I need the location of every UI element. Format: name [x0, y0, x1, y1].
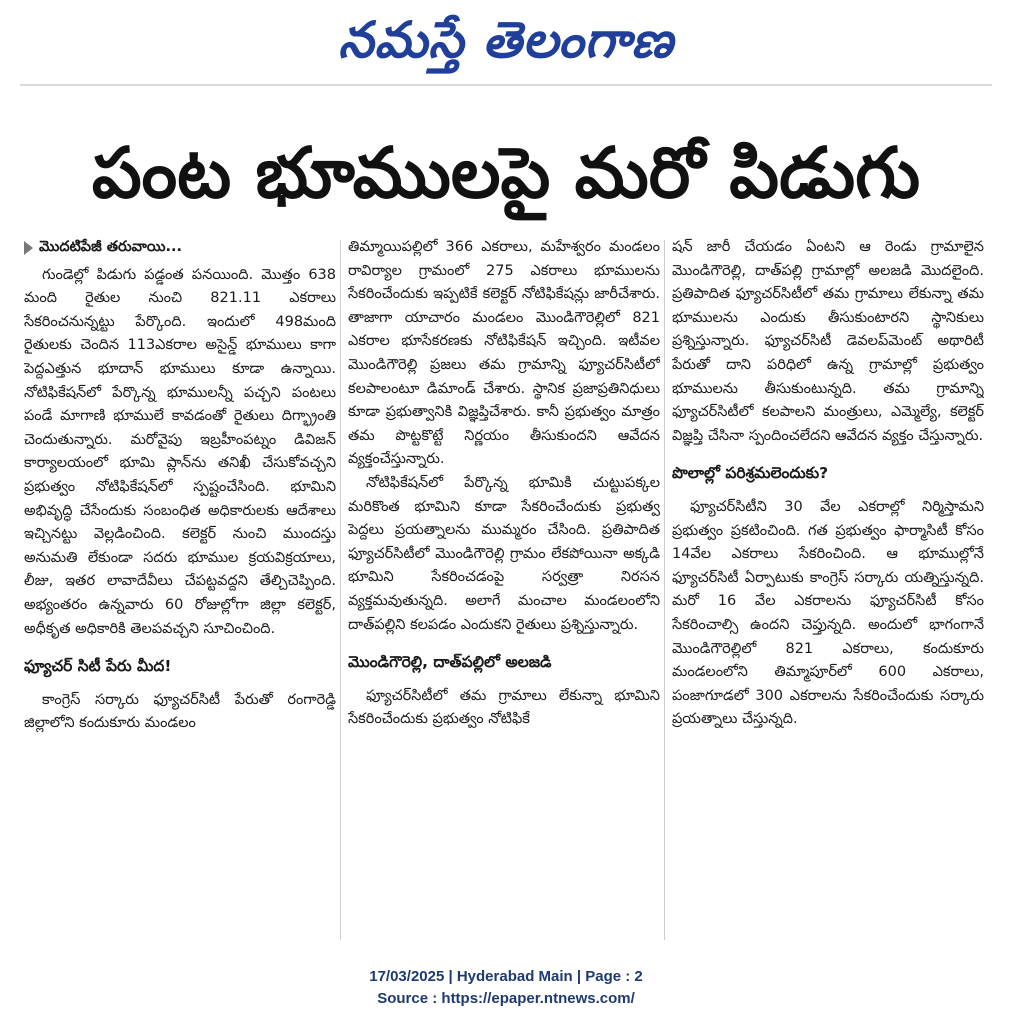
- newspaper-masthead: నమస్తే తెలంగాణ: [338, 11, 674, 69]
- article-column-2: [348, 236, 660, 946]
- paragraph: ఫ్యూచర్‌సిటీని 30 వేల ఎకరాల్లో నిర్మిస్తామని ప్రభుత్వం ప్రకటించింది. గత ప్రభుత్వం ఫార్మాసిటీ కోసం 14వేల ఎకరాలు సేకరించింది. ఆ భూముల్లోనే ఫ్యూచర్‌సిటీ ఏర్పాటుకు కాంగ్రెస్ సర్కారు యత్నిస్తున్నది. మరో 16 వేల ఎకరాలను ఫ్యూచర్‌సిటీ కోసం సేకరించాల్సి ఉందని చెప్తున్నది. అందులో భాగంగానే మొండిగౌరెల్లిలో 821 ఎకరాలు, కందుకూరు మండలంలోని తిమ్మాపూర్‌లో 600 ఎకరాలు, పంజాగూడలో 300 ఎకరాలను సేకరించేందుకు సర్కారు ప్రయత్నాలు చేస్తున్నది.: [672, 498, 984, 728]
- page-footer: [0, 966, 1012, 1010]
- subheading: మొండిగౌరెల్లి, దాత్‌పల్లిలో అలజడి: [348, 653, 552, 672]
- edition-info: 17/03/2025 | Hyderabad Main | Page : 2: [369, 968, 643, 985]
- play-arrow-icon: [24, 241, 33, 255]
- article-column-3: [672, 236, 984, 946]
- article-column-1: [24, 236, 336, 946]
- paragraph: గుండెల్లో పిడుగు పడ్డంత పనయింది. మొత్తం 638 మంది రైతుల నుంచి 821.11 ఎకరాలు సేకరించనున్నట్టు పేర్కొంది. ఇందులో 498మంది రైతులకు చెందిన 113ఎకరాల అసైన్డ్ భూములు కాగా పెద్దఎత్తున భూదాన్ భూములు కూడా ఉన్నాయి. నోటిఫికేషన్‌లో పేర్కొన్న భూములన్నీ పచ్చని పంటలు పండే మాగాణి భూములే కావడంతో రైతులు దిగ్భ్రాంతి చెందుతున్నారు. మరోవైపు ఇబ్రహీంపట్నం డివిజన్ కార్యాలయంలో భూమి ప్లాన్‌ను తనిఖీ చేసుకోవచ్చని ప్రభుత్వం నోటిఫికేషన్‌లో స్పష్టంచేసింది. భూమిని అభివృద్ధి చేసేందుకు సంబంధిత అధికారులకు ఆదేశాలు ఇచ్చినట్టు వెల్లడించింది. కలెక్టర్ నుంచి ముందస్తు అనుమతి లేకుండా సదరు భూముల క్రయవిక్రయాలు, లీజు, ఇతర లావాదేవీలు చేపట్టవద్దని తేల్చిచెప్పింది. అభ్యంతరం ఉన్నవారు 60 రోజుల్లోగా జిల్లా కలెక్టర్, అధీకృత అధికారికి తెలపవచ్చని సూచించింది.: [24, 266, 336, 637]
- paragraph: షన్ జారీ చేయడం ఏంటని ఆ రెండు గ్రామాలైన మొండిగౌరెల్లి, దాత్‌పల్లి గ్రామాల్లో అలజడి మొదలైంది. ప్రతిపాదిత ఫ్యూచర్‌సిటీలో తమ గ్రామాలు లేకున్నా తమ భూములను ఎందుకు తీసుకుంటారని స్థానికులు ప్రశ్నిస్తున్నారు. ఫ్యూచర్‌సిటీ డెవలప్‌మెంట్ అథారిటీ పేరుతో దాని పరిధిలో ఉన్న గ్రామాల్లో ప్రభుత్వం భూములను తీసుకుంటున్నది. తమ గ్రామాన్ని ఫ్యూచర్‌సిటీలో కలపాలని మంత్రులు, ఎమ్మెల్యే, కలెక్టర్ విజ్ఞప్తి చేసినా స్పందించలేదని ఆవేదన వ్యక్తం చేస్తున్నారు.: [672, 239, 984, 444]
- continuation-text: మొదటిపేజీ తరువాయి...: [39, 239, 183, 255]
- paragraph: కాంగ్రెస్ సర్కారు ఫ్యూచర్‌సిటీ పేరుతో రంగారెడ్డి జిల్లాలోని కందుకూరు మండలం: [24, 691, 336, 732]
- paragraph: ఫ్యూచర్‌సిటీలో తమ గ్రామాలు లేకున్నా భూమిని సేకరించేందుకు ప్రభుత్వం నోటిఫికే: [348, 687, 660, 728]
- source-link[interactable]: Source : https://epaper.ntnews.com/: [377, 990, 635, 1007]
- column-divider: [664, 240, 665, 940]
- paragraph: నోటిఫికేషన్‌లో పేర్కొన్న భూమికి చుట్టుపక్కల మరికొంత భూమిని కూడా సేకరించేందుకు ప్రభుత్వ పెద్దలు ప్రయత్నాలను ముమ్మరం చేసింది. ప్రతిపాదిత ఫ్యూచర్‌సిటీలో మొండిగౌరెల్లి గ్రామం లేకపోయినా అక్కడి భూమిని సేకరించడంపై సర్వత్రా నిరసన వ్యక్తమవుతున్నది. అలాగే మంచాల మండలంలోని దాత్‌పల్లిని కలపడం ఎందుకని రైతులు ప్రశ్నిస్తున్నారు.: [348, 474, 660, 633]
- masthead-divider: [20, 84, 992, 86]
- column-divider: [340, 240, 341, 940]
- continuation-label: [24, 236, 336, 260]
- paragraph: తిమ్మాయిపల్లిలో 366 ఎకరాలు, మహేశ్వరం మండలం రావిర్యాల గ్రామంలో 275 ఎకరాలు భూములను సేకరించేందుకు ఇప్పటికే కలెక్టర్ నోటిఫికేషన్లు జారీచేశారు. తాజాగా యాచారం మండలం మొండిగౌరెల్లిలో 821 ఎకరాల భూసేకరణకు నోటిఫికేషన్ ఇచ్చింది. ఇటీవల మొండిగౌరెల్లి ప్రజలు తమ గ్రామాన్ని ఫ్యూచర్‌సిటీలో కలపాలంటూ డిమాండ్ చేశారు. స్థానిక ప్రజాప్రతినిధులు కూడా ప్రభుత్వానికి విజ్ఞప్తిచేశారు. కానీ ప్రభుత్వం మాత్రం తమ పొట్టకొట్టే నిర్ణయం తీసుకుందని ఆవేదన వ్యక్తంచేస్తున్నారు.: [348, 239, 660, 468]
- subheading: ఫ్యూచర్ సిటీ పేరు మీద!: [24, 657, 172, 676]
- subheading: పొలాల్లో పరిశ్రమలెందుకు?: [672, 464, 829, 483]
- article-headline: పంట భూములపై మరో పిడుగు: [91, 132, 921, 214]
